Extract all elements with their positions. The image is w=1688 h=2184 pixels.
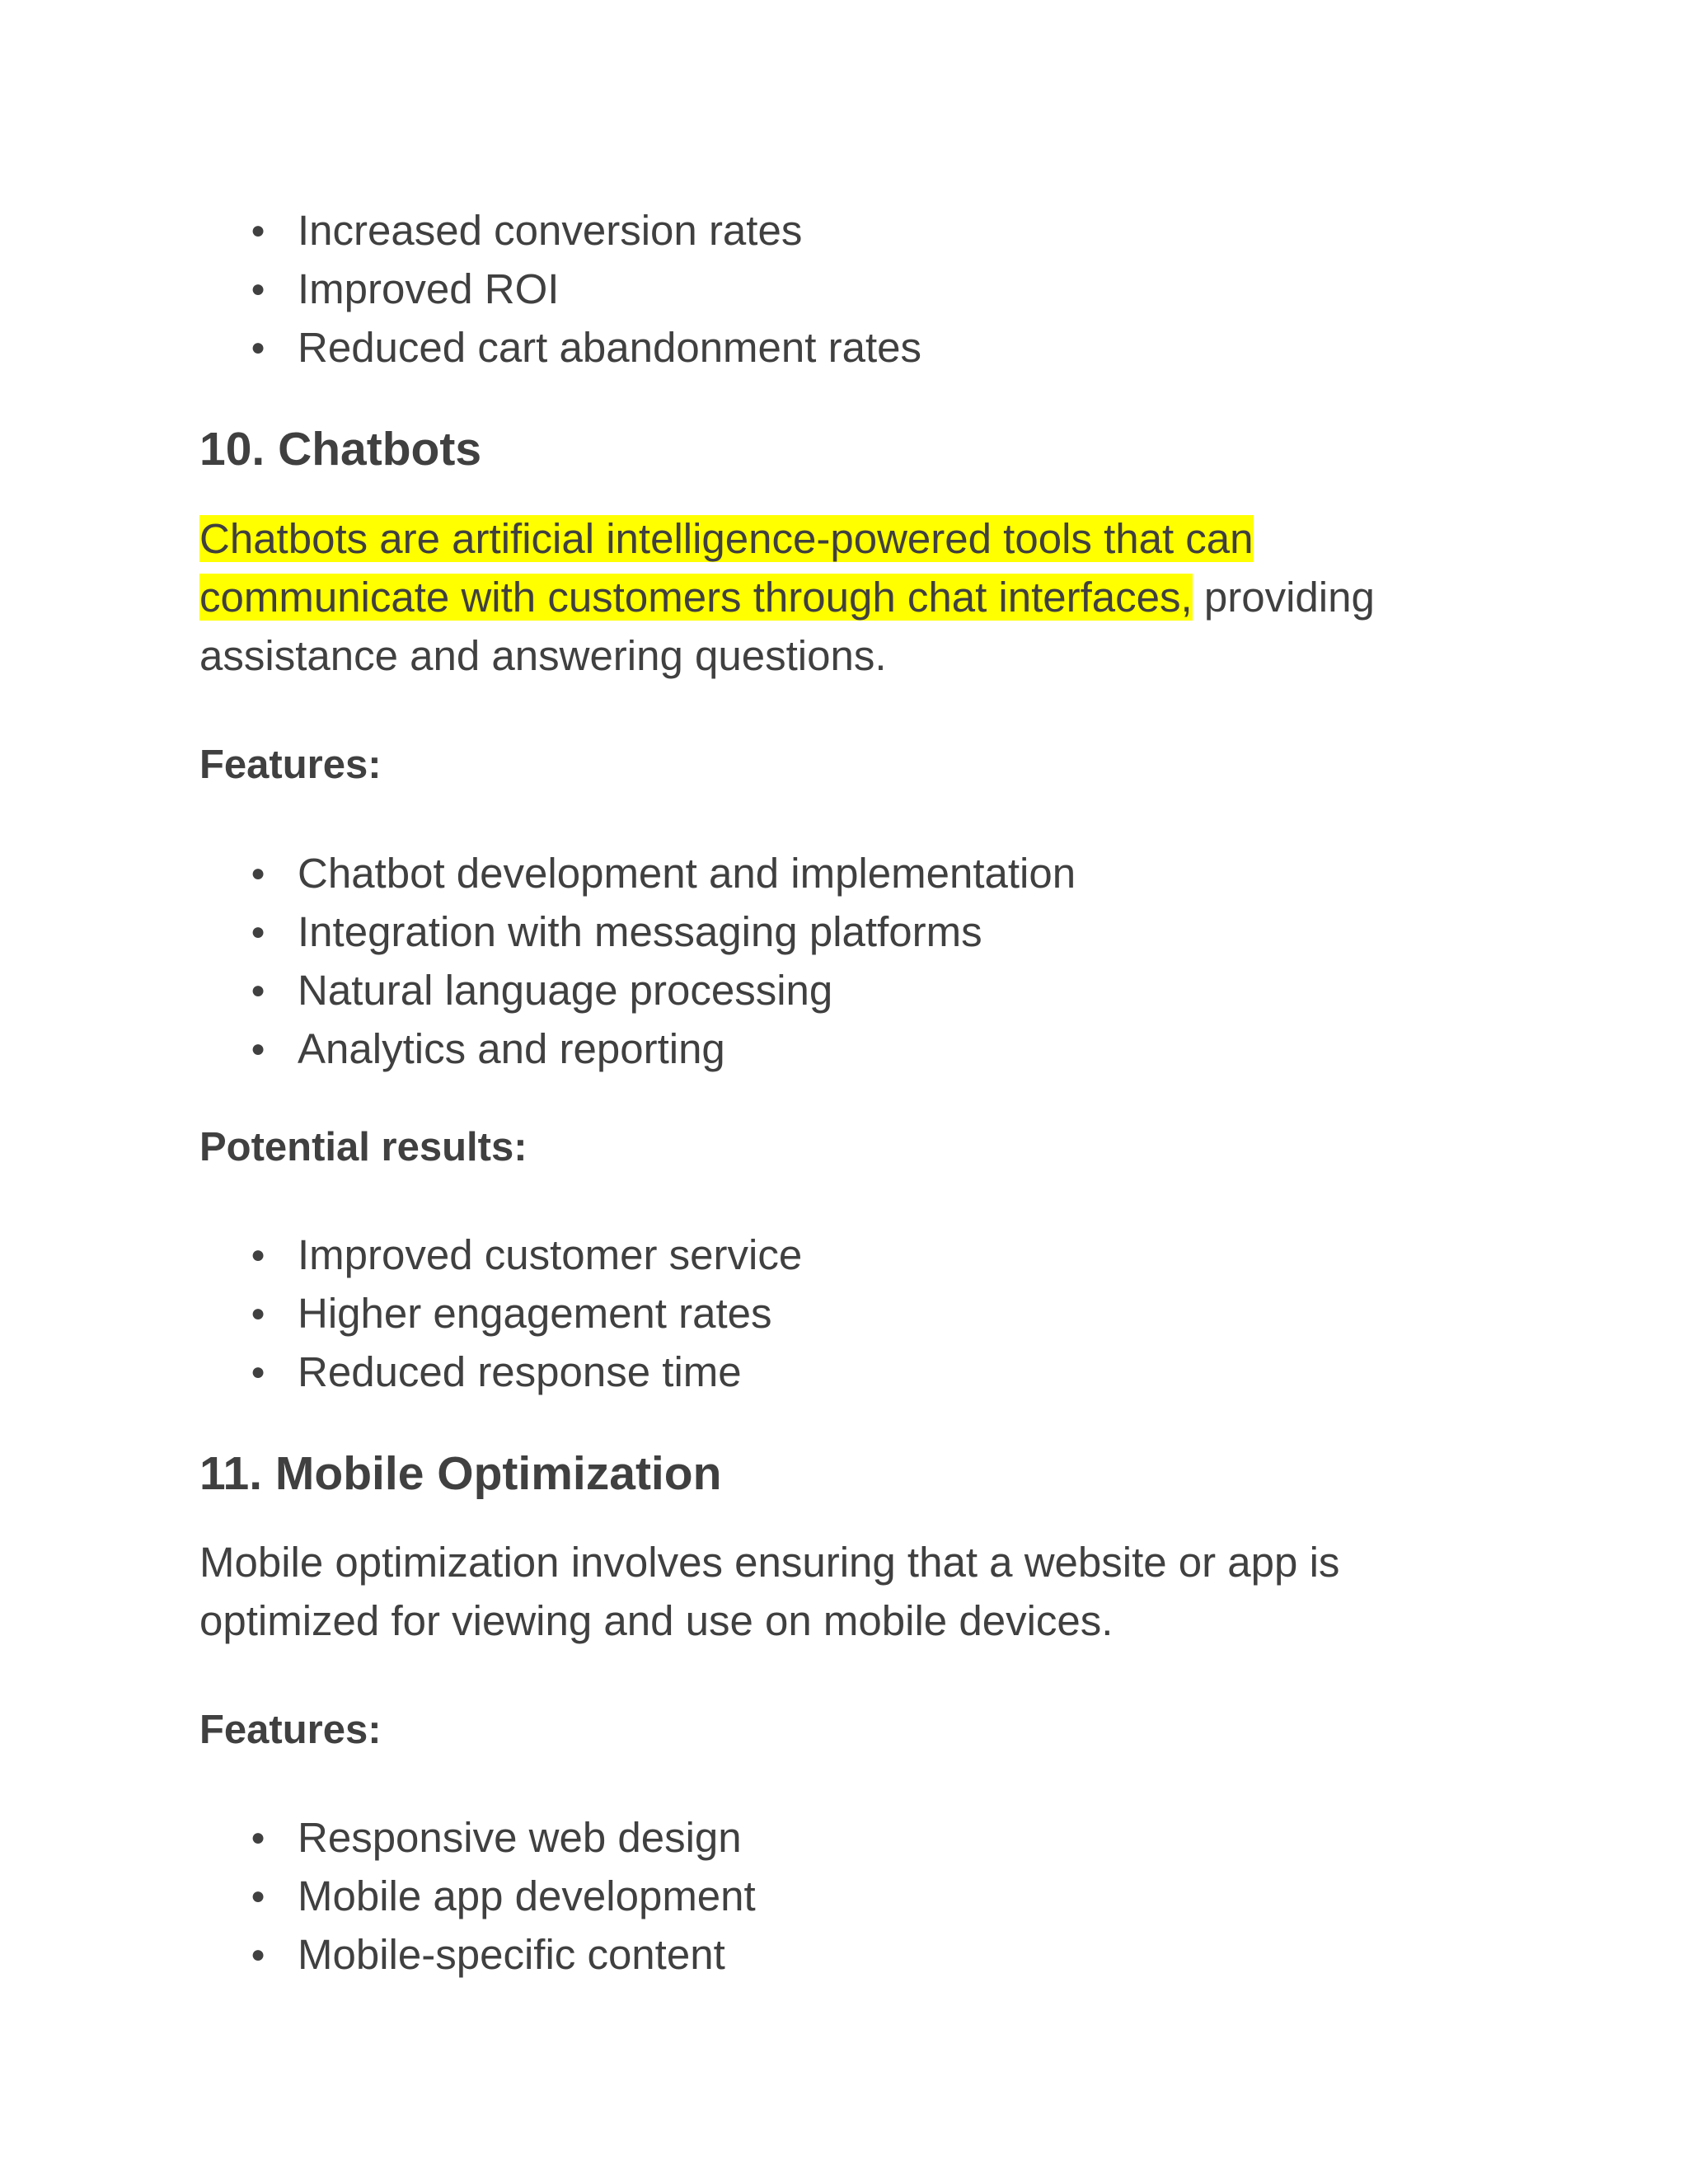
bullet-icon: ● (251, 1941, 266, 1968)
bullet-icon: ● (251, 1035, 266, 1062)
bullet-icon: ● (251, 1300, 266, 1327)
highlighted-text: Chatbots are artificial intelligence-powered tools that can (199, 515, 1254, 562)
list-item: ● Improved customer service (199, 1226, 802, 1284)
bullet-icon: ● (251, 1824, 266, 1851)
section-10-features-list (199, 844, 1076, 1078)
section-10-intro: Chatbots are artificial intelligence-powered tools that can communicate with customers through chat interfaces, providing assistance and answering questions. (199, 515, 1375, 679)
section-10-features-label: Features: (199, 743, 382, 787)
section-10-results-label: Potential results: (199, 1125, 528, 1169)
list-item: ● Integration with messaging platforms (199, 902, 1076, 961)
bullet-icon: ● (251, 977, 266, 1004)
list-item: ● Mobile app development (199, 1867, 756, 1925)
section-10-heading: 10. Chatbots (199, 423, 482, 476)
section-11-features-list (199, 1808, 756, 1984)
bullet-icon: ● (251, 860, 266, 887)
bullet-icon: ● (251, 334, 266, 361)
list-item: ● Responsive web design (199, 1808, 756, 1867)
list-item: ● Improved ROI (199, 260, 921, 318)
section-11-heading: 11. Mobile Optimization (199, 1447, 722, 1500)
list-item: ● Reduced cart abandonment rates (199, 318, 921, 377)
list-item: ● Natural language processing (199, 961, 1076, 1019)
list-item: ● Chatbot development and implementation (199, 844, 1076, 902)
list-item: ● Analytics and reporting (199, 1019, 1076, 1078)
bullet-icon: ● (251, 217, 266, 244)
previous-results-list (199, 201, 921, 377)
section-11-features-label: Features: (199, 1708, 382, 1752)
section-11-intro: Mobile optimization involves ensuring that a website or app is optimized for viewing and use on mobile devices. (199, 1539, 1340, 1644)
list-item: ● Reduced response time (199, 1343, 802, 1401)
bullet-icon: ● (251, 918, 266, 945)
bullet-icon: ● (251, 275, 266, 302)
list-item: ● Mobile-specific content (199, 1925, 756, 1984)
section-10-results-list (199, 1226, 802, 1401)
bullet-icon: ● (251, 1241, 266, 1268)
bullet-icon: ● (251, 1358, 266, 1385)
list-item: ● Increased conversion rates (199, 201, 921, 260)
bullet-icon: ● (251, 1882, 266, 1910)
highlighted-text: communicate with customers through chat interfaces, (199, 574, 1193, 621)
list-item: ● Higher engagement rates (199, 1284, 802, 1343)
